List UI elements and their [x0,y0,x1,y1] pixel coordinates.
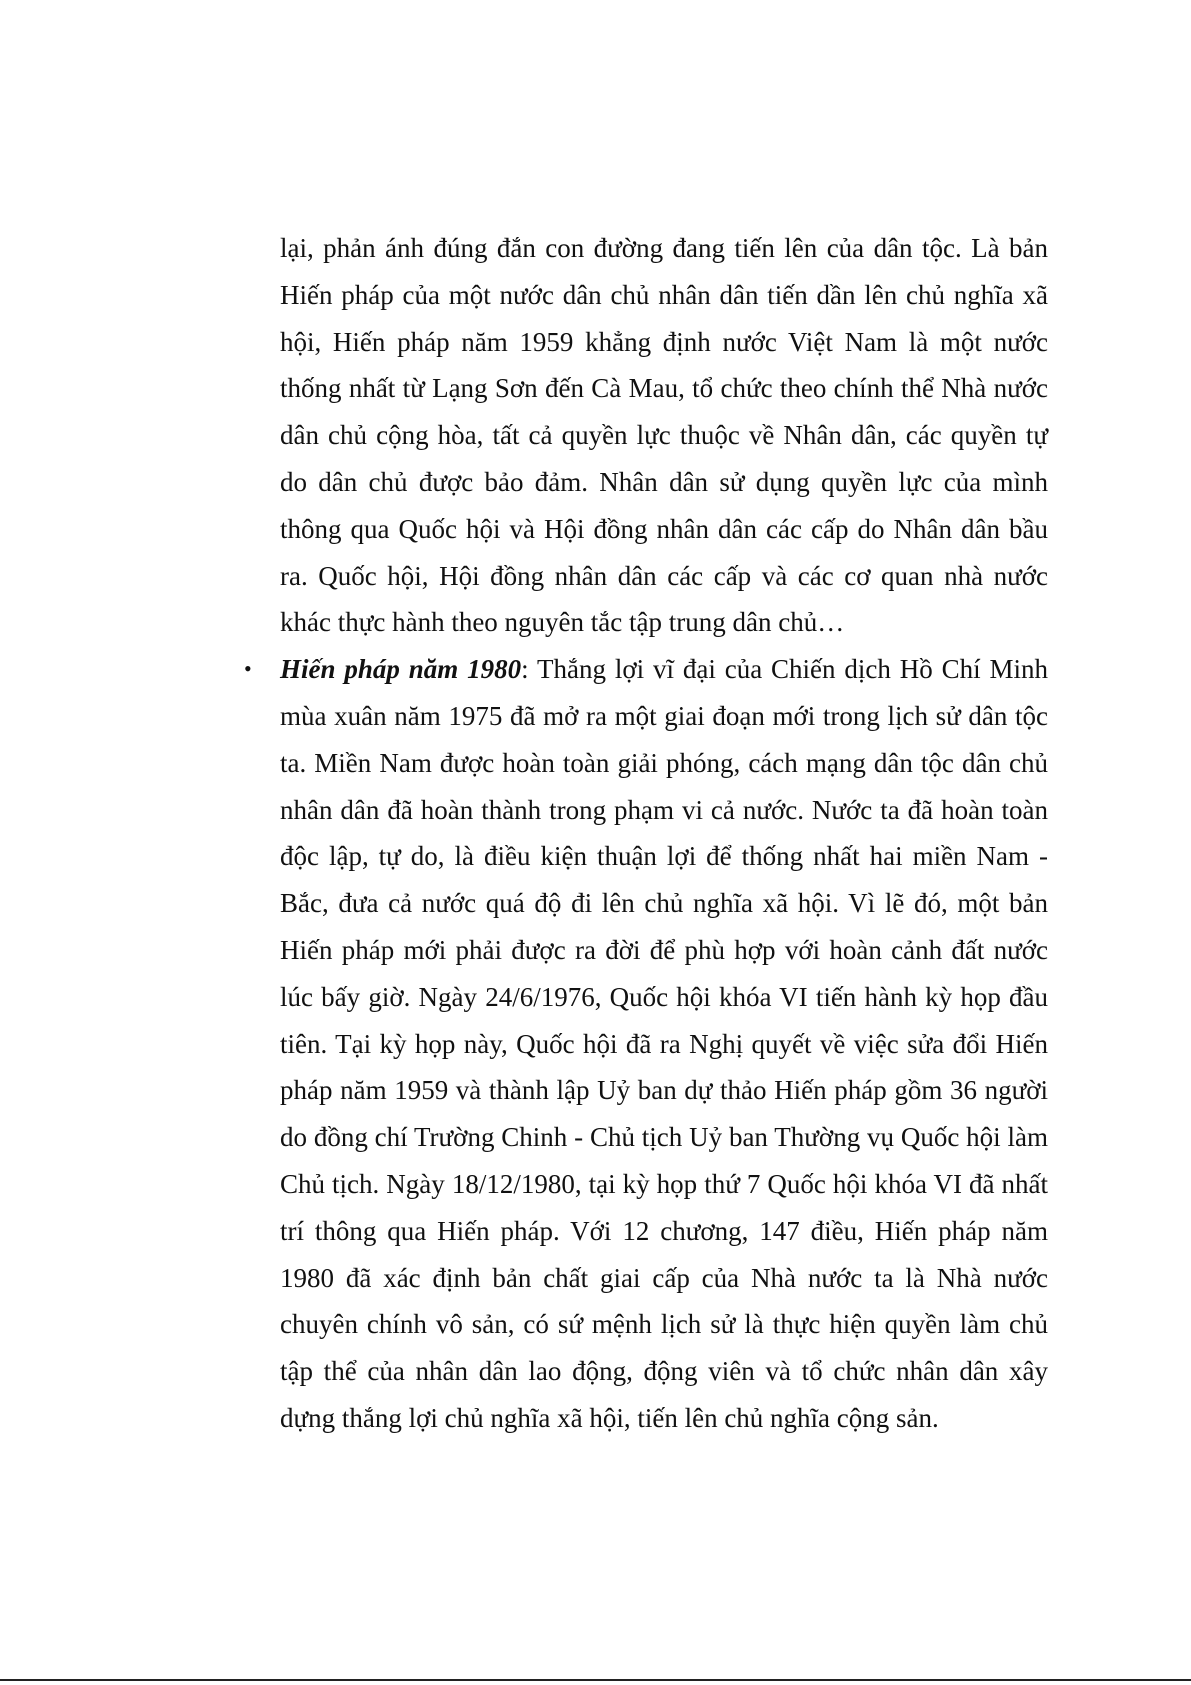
bullet-lead-title: Hiến pháp năm 1980 [280,654,522,685]
bullet-paragraph [280,646,1048,1442]
document-body [244,225,1048,1442]
bullet-item-1980-constitution [244,646,1048,1442]
continuation-paragraph: lại, phản ánh đúng đắn con đường đang tiến lên của dân tộc. Là bản Hiến pháp của một nước dân chủ nhân dân tiến dần lên chủ nghĩa xã hội, Hiến pháp năm 1959 khẳng định nước Việt Nam là một nước thống nhất từ Lạng Sơn đến Cà Mau, tổ chức theo chính thể Nhà nước dân chủ cộng hòa, tất cả quyền lực thuộc về Nhân dân, các quyền tự do dân chủ được bảo đảm. Nhân dân sử dụng quyền lực của mình thông qua Quốc hội và Hội đồng nhân dân các cấp do Nhân dân bầu ra. Quốc hội, Hội đồng nhân dân các cấp và các cơ quan nhà nước khác thực hành theo nguyên tắc tập trung dân chủ… [280,233,1048,638]
bullet-marker-icon: • [244,656,252,682]
bullet-body-text: : Thắng lợi vĩ đại của Chiến dịch Hồ Chí Minh mùa xuân năm 1975 đã mở ra một giai đoạn mới trong lịch sử dân tộc ta. Miền Nam được hoàn toàn giải phóng, cách mạng dân tộc dân chủ nhân dân đã hoàn thành trong phạm vi cả nước. Nước ta đã hoàn toàn độc lập, tự do, là điều kiện thuận lợi để thống nhất hai miền Nam - Bắc, đưa cả nước quá độ đi lên chủ nghĩa xã hội. Vì lẽ đó, một bản Hiến pháp mới phải được ra đời để phù hợp với hoàn cảnh đất nước lúc bấy giờ. Ngày 24/6/1976, Quốc hội khóa VI tiến hành kỳ họp đầu tiên. Tại kỳ họp này, Quốc hội đã ra Nghị quyết về việc sửa đổi Hiến pháp năm 1959 và thành lập Uỷ ban dự thảo Hiến pháp gồm 36 người do đồng chí Trường Chinh - Chủ tịch Uỷ ban Thường vụ Quốc hội làm Chủ tịch. Ngày 18/12/1980, tại kỳ họp thứ 7 Quốc hội khóa VI đã nhất trí thông qua Hiến pháp. Với 12 chương, 147 điều, Hiến pháp năm 1980 đã xác định bản chất giai cấp của Nhà nước ta là Nhà nước chuyên chính vô sản, có sứ mệnh lịch sử là thực hiện quyền làm chủ tập thể của nhân dân lao động, động viên và tổ chức nhân dân xây dựng thắng lợi chủ nghĩa xã hội, tiến lên chủ nghĩa cộng sản. [280,654,1048,1433]
page-bottom-rule [0,1679,1191,1681]
